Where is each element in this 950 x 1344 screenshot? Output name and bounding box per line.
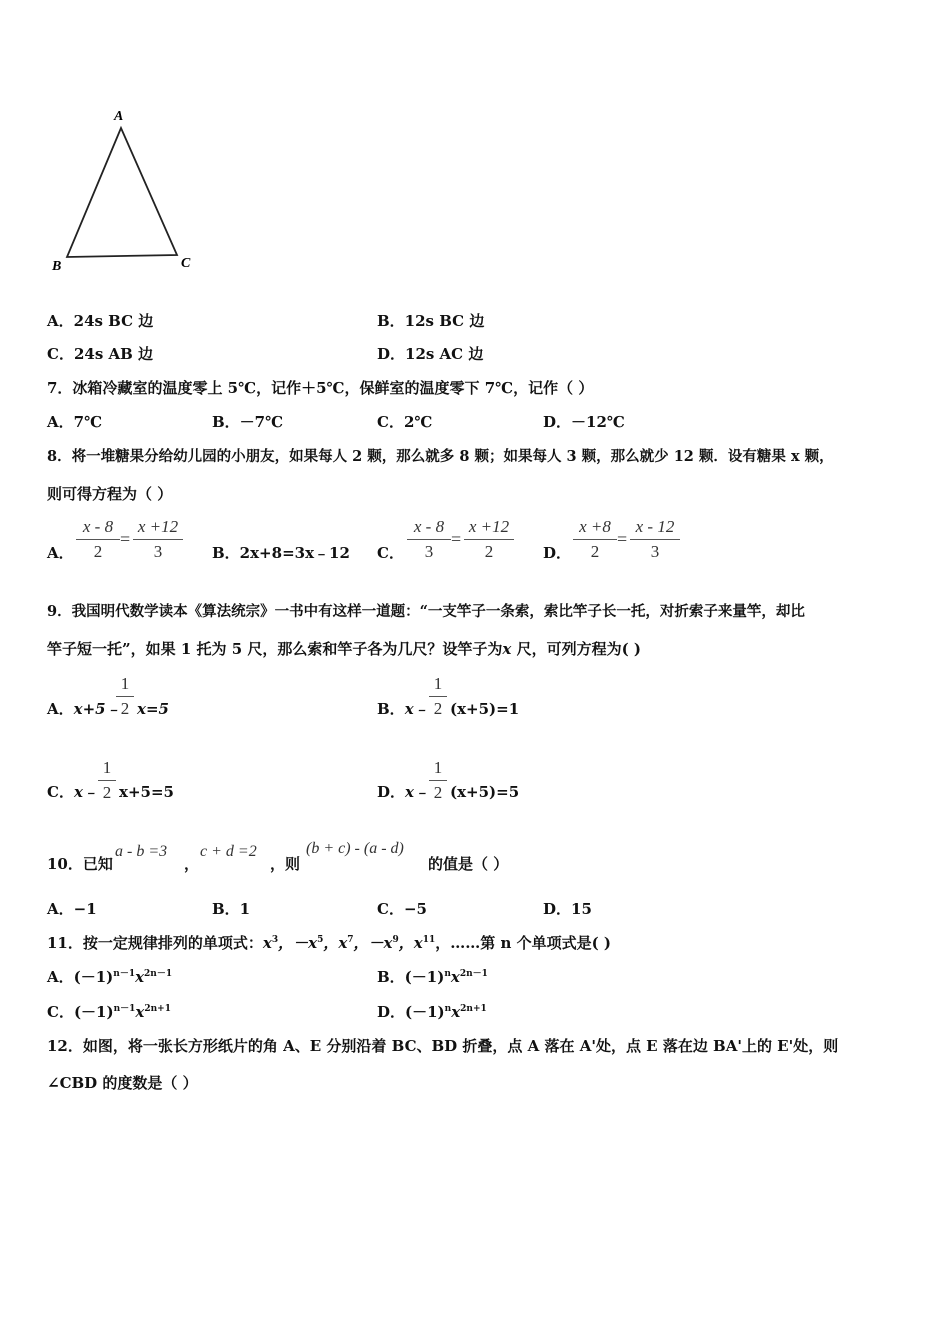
q10-option-a: A．−1 xyxy=(47,900,97,918)
q10-sep: ， xyxy=(184,855,200,873)
q8-option-c-label: C． xyxy=(377,544,404,562)
q10-stem-pre: 10．已知 xyxy=(47,855,113,873)
q9-option-d: D．x﹣ xyxy=(377,783,429,801)
q8-option-a-label: A． xyxy=(47,544,74,562)
q8-stem-line1: 8．将一堆糖果分给幼儿园的小朋友，如果每人 2 颗，那么就多 8 颗；如果每人 3 颗，那么就少 12 颗．设有糖果 x 颗， xyxy=(47,448,834,465)
q10-option-c: C．−5 xyxy=(377,900,427,918)
q11-option-a: A．$(-1)^{n-1}x^{2n-1}$ xyxy=(47,968,173,986)
q10-expr-2: c + d =2 xyxy=(200,843,257,860)
q9-option-a: A．x+5﹣ xyxy=(47,700,121,718)
triangle-abc xyxy=(67,128,177,257)
q9-option-d-tail: (x+5)=5 xyxy=(450,783,520,801)
q10-expr-3: (b + c) - (a - d) xyxy=(306,840,404,857)
vertex-c-label: C xyxy=(181,256,191,271)
q9-option-c: C．x﹣ xyxy=(47,783,98,801)
q9-b-half: $\frac{1}{2}$ xyxy=(429,674,447,719)
vertex-a-label: A xyxy=(114,109,124,124)
q9-option-b: B．x﹣ xyxy=(377,700,429,718)
q6-option-d: D．12s AC 边 xyxy=(377,345,484,363)
q6-option-a: A．24s BC 边 xyxy=(47,312,154,330)
q12-stem-line2: ∠CBD 的度数是（ ） xyxy=(47,1074,198,1092)
q9-option-b-tail: (x+5)=1 xyxy=(450,700,520,718)
q9-stem-line2: 竿子短一托”，如果 1 托为 5 尺，那么索和竿子各为几尺？设竿子为x 尺，可列方程为( ) xyxy=(47,640,641,658)
q11-option-d: D．$(-1)^nx^{2n+1}$ xyxy=(377,1003,487,1021)
q11-option-c: C．$(-1)^{n-1}x^{2n+1}$ xyxy=(47,1003,171,1021)
q9-option-c-tail: x+5=5 xyxy=(119,783,174,801)
q11-stem: 11．按一定规律排列的单项式：$x^3$，$-x^5$，$x^7$，$-x^9$，$x^{11}$，……第 n 个单项式是( ) xyxy=(47,934,612,952)
q11-option-b: B．$(-1)^nx^{2n-1}$ xyxy=(377,968,488,986)
q8-a-fraction-right: $\frac{x +12}{3}$ xyxy=(133,517,183,562)
q8-stem-line2: 则可得方程为（ ） xyxy=(47,485,173,503)
q10-option-b: B．1 xyxy=(212,900,251,918)
q9-stem-line1: 9．我国明代数学读本《算法统宗》一书中有这样一道题：“一支竿子一条索，索比竿子长一托，对折索子来量竿，却比 xyxy=(47,603,805,620)
q6-option-b: B．12s BC 边 xyxy=(377,312,485,330)
q8-option-d-label: D． xyxy=(543,544,572,562)
q10-expr-1: a - b =3 xyxy=(115,843,168,860)
q8-c-equals: = xyxy=(451,529,462,549)
q8-a-fraction-left: $\frac{x - 8}{2}$ xyxy=(76,517,120,562)
q7-option-d: D．－12℃ xyxy=(543,413,625,431)
q8-d-fraction-right: $\frac{x - 12}{3}$ xyxy=(630,517,680,562)
q7-stem: 7．冰箱冷藏室的温度零上 5℃，记作＋5℃，保鲜室的温度零下 7℃，记作（ ） xyxy=(47,379,594,397)
q7-option-c: C．2℃ xyxy=(377,413,433,431)
q9-c-half: $\frac{1}{2}$ xyxy=(98,758,116,803)
q10-option-d: D．15 xyxy=(543,900,592,918)
q8-option-b: B．2x+8=3x﹣12 xyxy=(212,544,350,562)
q10-stem-post: 的值是（ ） xyxy=(428,855,509,873)
q8-d-equals: = xyxy=(617,529,628,549)
q8-c-fraction-left: $\frac{x - 8}{3}$ xyxy=(407,517,451,562)
q9-a-half: $\frac{1}{2}$ xyxy=(116,674,134,719)
q9-option-a-tail: x=5 xyxy=(137,700,169,718)
q7-option-a: A．7℃ xyxy=(47,413,103,431)
vertex-b-label: B xyxy=(52,259,62,274)
q12-stem-line1: 12．如图，将一张长方形纸片的角 A、E 分别沿着 BC、BD 折叠，点 A 落在 A'处，点 E 落在边 BA'上的 E'处，则 xyxy=(47,1037,839,1055)
q8-a-equals: = xyxy=(120,529,131,549)
q9-d-half: $\frac{1}{2}$ xyxy=(429,758,447,803)
q10-stem-mid: ，则 xyxy=(270,855,301,873)
q8-c-fraction-right: $\frac{x +12}{2}$ xyxy=(464,517,514,562)
q6-option-c: C．24s AB 边 xyxy=(47,345,154,363)
q8-d-fraction-left: $\frac{x +8}{2}$ xyxy=(573,517,617,562)
q7-option-b: B．－7℃ xyxy=(212,413,284,431)
